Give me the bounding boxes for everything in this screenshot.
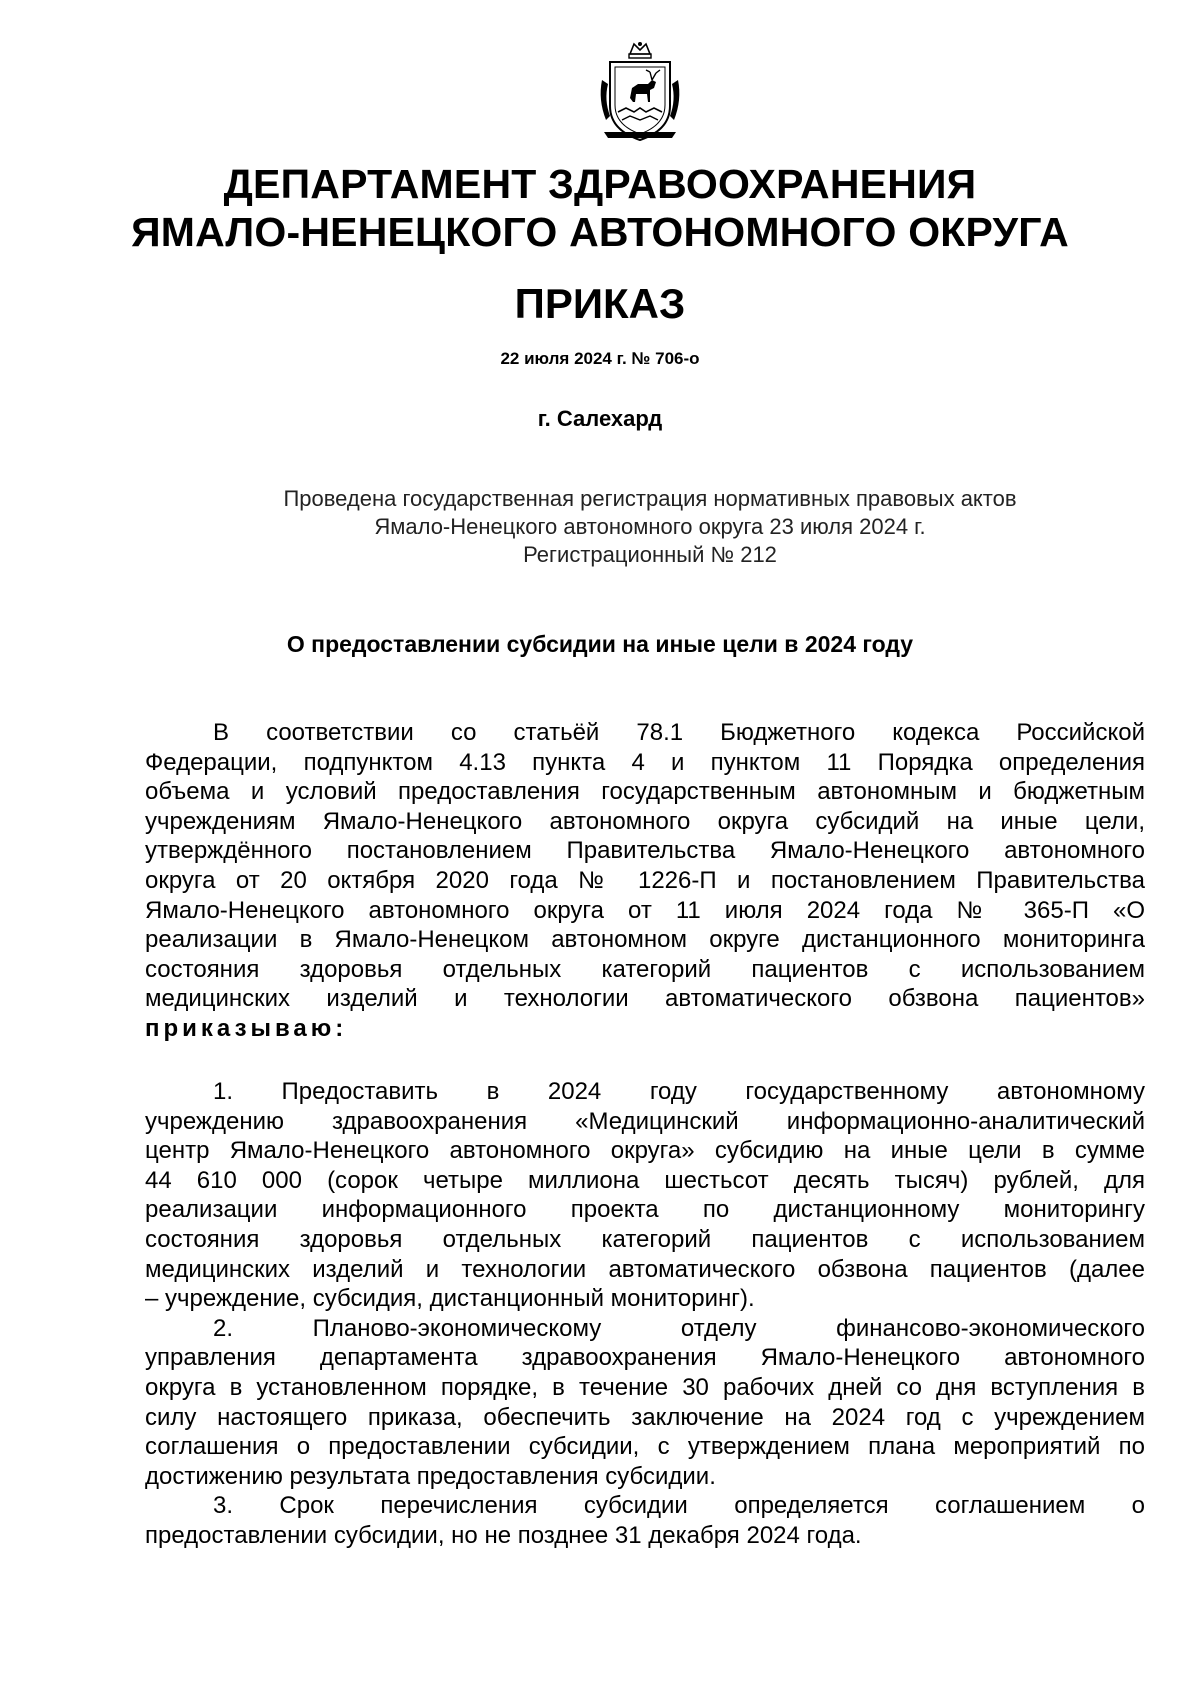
coat-of-arms-icon <box>596 40 684 145</box>
text-line: 2. Планово-экономическому отделу финансово-экономического <box>213 1314 1145 1342</box>
text-line: состояния здоровья отдельных категорий пациентов с использованием <box>145 1225 1145 1253</box>
text-line: состояния здоровья отдельных категорий пациентов с использованием <box>145 955 1145 983</box>
registration-line: Регистрационный № 212 <box>523 542 777 567</box>
document-date-number: 22 июля 2024 г. № 706-о <box>500 349 700 368</box>
text-line: предоставлении субсидии, но не позднее 31 декабря 2024 года. <box>145 1521 862 1549</box>
text-line: 44 610 000 (сорок четыре миллиона шестьсот десять тысяч) рублей, для <box>145 1166 1145 1194</box>
text-line: 3. Срок перечисления субсидии определяется соглашением о <box>213 1492 1145 1520</box>
text-line: центр Ямало-Ненецкого автономного округа» субсидию на иные цели в сумме <box>145 1137 1145 1165</box>
registration-stamp <box>215 485 1085 569</box>
text-line: В соответствии со статьёй 78.1 Бюджетного кодекса Российской <box>213 719 1145 746</box>
text-line: реализации информационного проекта по дистанционному мониторингу <box>145 1196 1145 1224</box>
text-line: объема и условий предоставления государственным автономным и бюджетным <box>145 778 1145 806</box>
text-line: утверждённого постановлением Правительства Ямало-Ненецкого автономного <box>145 837 1145 865</box>
preamble-paragraph <box>145 718 1145 1044</box>
text-line: учреждениям Ямало-Ненецкого автономного округа субсидий на иные цели, <box>145 807 1145 835</box>
text-line: – учреждение, субсидия, дистанционный мониторинг). <box>145 1285 755 1313</box>
order-items <box>145 1077 1145 1551</box>
organization-name-line1: ДЕПАРТАМЕНТ ЗДРАВООХРАНЕНИЯ <box>223 161 977 207</box>
document-subject: О предоставлении субсидии на иные цели в 2024 году <box>286 631 914 657</box>
text-line: соглашения о предоставлении субсидии, с утверждением плана мероприятий по <box>145 1433 1145 1461</box>
text-line: медицинских изделий и технологии автоматического обзвона пациентов (далее <box>145 1255 1145 1283</box>
text-line: учреждению здравоохранения «Медицинский информационно-аналитический <box>145 1107 1145 1135</box>
text-line: Ямало-Ненецкого автономного округа от 11 июля 2024 года № 365-П «О <box>145 896 1145 924</box>
text-line: округа в установленном порядке, в течение 30 рабочих дней со дня вступления в <box>145 1373 1145 1401</box>
text-line: реализации в Ямало-Ненецком автономном округе дистанционного мониторинга <box>145 926 1145 954</box>
text-line: достижению результата предоставления субсидии. <box>145 1462 716 1490</box>
text-line: управления департамента здравоохранения Ямало-Ненецкого автономного <box>145 1344 1145 1372</box>
text-line: силу настоящего приказа, обеспечить заключение на 2024 год с учреждением <box>145 1403 1145 1431</box>
registration-line: Проведена государственная регистрация нормативных правовых актов <box>283 486 1017 511</box>
text-line: округа от 20 октября 2020 года № 1226-П и постановлением Правительства <box>145 866 1145 894</box>
organization-name-line2: ЯМАЛО-НЕНЕЦКОГО АВТОНОМНОГО ОКРУГА <box>131 209 1069 255</box>
document-type: ПРИКАЗ <box>514 280 686 327</box>
text-line: медицинских изделий и технологии автоматического обзвона пациентов» <box>145 985 1145 1013</box>
order-word: приказываю: <box>145 1014 348 1042</box>
text-line: 1. Предоставить в 2024 году государственному автономному <box>213 1078 1145 1105</box>
registration-line: Ямало-Ненецкого автономного округа 23 июля 2024 г. <box>374 514 926 539</box>
document-city: г. Салехард <box>537 406 663 431</box>
text-line: Федерации, подпунктом 4.13 пункта 4 и пунктом 11 Порядка определения <box>145 748 1145 776</box>
